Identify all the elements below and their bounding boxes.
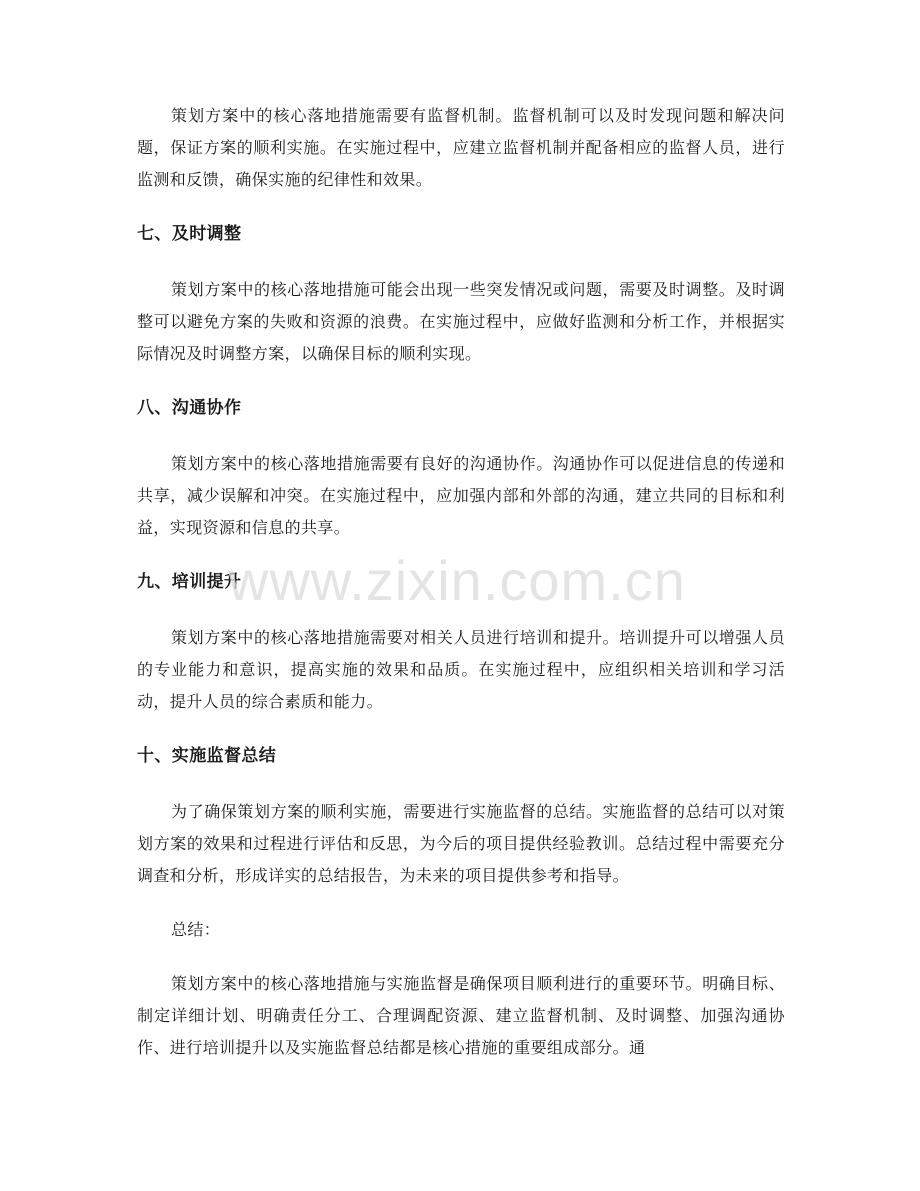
heading-training: 九、培训提升 xyxy=(137,572,242,592)
heading-timely-adjustment: 七、及时调整 xyxy=(137,224,242,244)
paragraph-timely-adjustment: 策划方案中的核心落地措施可能会出现一些突发情况或问题，需要及时调整。及时调整可以避免方案的失败和资源的浪费。在实施过程中，应做好监测和分析工作，并根据实际情况及时调整方案，以确保目标的顺利实现。 xyxy=(137,280,785,363)
paragraph-training: 策划方案中的核心落地措施需要对相关人员进行培训和提升。培训提升可以增强人员的专业能力和意识，提高实施的效果和品质。在实施过程中，应组织相关培训和学习活动，提升人员的综合素质和能力。 xyxy=(137,628,785,711)
paragraph-communication: 策划方案中的核心落地措施需要有良好的沟通协作。沟通协作可以促进信息的传递和共享，减少误解和冲突。在实施过程中，应加强内部和外部的沟通，建立共同的目标和利益，实现资源和信息的共享。 xyxy=(137,454,785,537)
watermark: www.zixin.com.cn xyxy=(228,549,686,612)
paragraph-supervision: 策划方案中的核心落地措施需要有监督机制。监督机制可以及时发现问题和解决问题，保证方案的顺利实施。在实施过程中，应建立监督机制并配备相应的监督人员，进行监测和反馈，确保实施的纪律性和效果。 xyxy=(137,106,785,189)
heading-supervision-summary: 十、实施监督总结 xyxy=(137,746,277,766)
heading-communication: 八、沟通协作 xyxy=(137,398,242,418)
summary-label: 总结： xyxy=(171,920,221,939)
paragraph-supervision-summary: 为了确保策划方案的顺利实施，需要进行实施监督的总结。实施监督的总结可以对策划方案的效果和过程进行评估和反思，为今后的项目提供经验教训。总结过程中需要充分调查和分析，形成详实的总结报告，为未来的项目提供参考和指导。 xyxy=(137,802,785,885)
document-page xyxy=(137,100,785,1086)
paragraph-summary: 策划方案中的核心落地措施与实施监督是确保项目顺利进行的重要环节。明确目标、制定详细计划、明确责任分工、合理调配资源、建立监督机制、及时调整、加强沟通协作、进行培训提升以及实施监督总结都是核心措施的重要组成部分。通 xyxy=(137,974,785,1057)
